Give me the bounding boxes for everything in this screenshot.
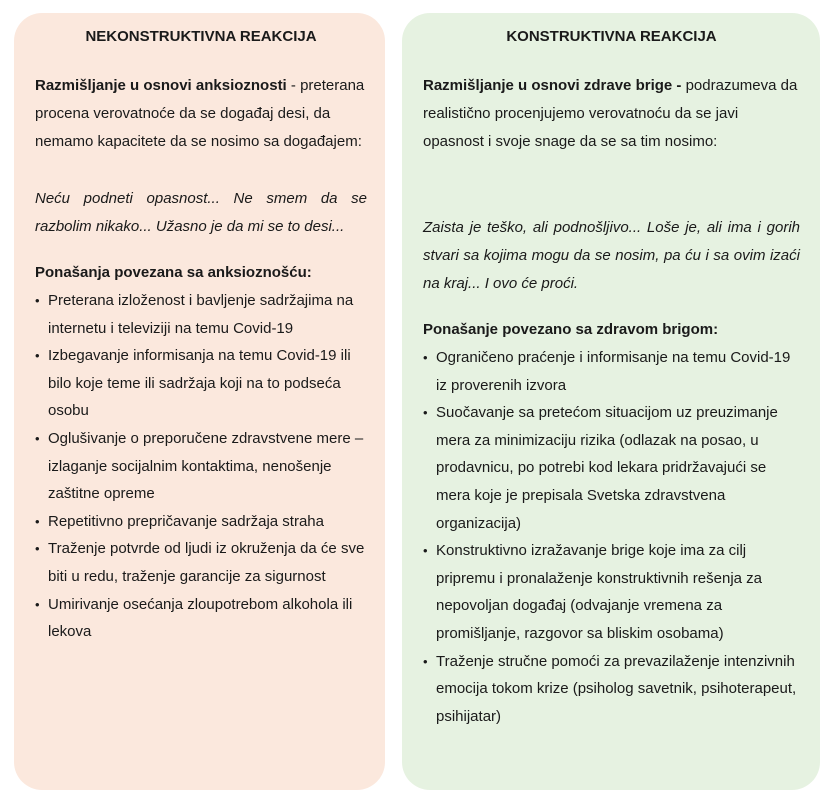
list-item-text: Repetitivno prepričavanje sadržaja straha xyxy=(48,512,324,530)
nonconstructive-list xyxy=(35,287,367,646)
list-item-text: Traženje potvrde od ljudi iz okruženja da će sve biti u redu, traženje garancije za sigurnost xyxy=(48,540,365,585)
bullet-icon: • xyxy=(35,293,40,308)
list-item xyxy=(423,537,800,647)
list-item-text: Umirivanje osećanja zloupotrebom alkohola ili lekova xyxy=(48,595,353,641)
list-item xyxy=(35,535,367,590)
nonconstructive-quote: Neću podneti opasnost... Ne smem da se razbolim nikako... Užasno je da mi se to desi... xyxy=(35,190,367,235)
list-item xyxy=(35,287,367,342)
nonconstructive-title: NEKONSTRUKTIVNA REAKCIJA xyxy=(85,28,317,45)
list-item xyxy=(423,648,800,731)
list-item-text: Oglušivanje o preporučene zdravstvene mere – izlaganje socijalnim kontaktima, nenošenje zaštitne opreme xyxy=(48,429,364,503)
list-item-text: Ograničeno praćenje i informisanje na temu Covid-19 iz proverenih izvora xyxy=(436,349,791,394)
list-item-text: Konstruktivno izražavanje brige koje ima za cilj pripremu i pronalaženje konstruktivnih rešenja za nepovoljan događaj (odvajanje vremena za promišljanje, razgovor sa bliskim osobama) xyxy=(436,542,763,642)
constructive-intro-text: podrazumeva da realistično procenjujemo verovatnoću da se javi opasnost i svoje snage da se sa tim nosimo: xyxy=(423,77,798,150)
bullet-icon: • xyxy=(423,653,428,669)
list-item-text: Izbegavanje informisanja na temu Covid-19 ili bilo koje teme ili sadržaja koji na to podseća osobu xyxy=(48,347,351,420)
bullet-icon: • xyxy=(423,543,428,559)
list-item-text: Preterana izloženost i bavljenje sadržajima na internetu i televiziji na temu Covid-19 xyxy=(48,292,354,337)
bullet-icon: • xyxy=(35,513,40,529)
constructive-list xyxy=(423,344,800,730)
list-item xyxy=(35,342,367,425)
nonconstructive-intro-text: - preterana procena verovatnoće da se događaj desi, da nemamo kapacitete da se nosimo sa događajem: xyxy=(35,77,365,150)
constructive-intro-bold: Razmišljanje u osnovi zdrave brige - xyxy=(423,77,682,94)
list-item-text: Traženje stručne pomoći za prevazilaženje intenzivnih emocija tokom krize (psiholog savetnik, psihoterapeut, psihijatar) xyxy=(436,652,797,725)
bullet-icon: • xyxy=(35,596,40,612)
nonconstructive-intro-bold: Razmišljanje u osnovi anksioznosti xyxy=(35,77,287,94)
list-item xyxy=(423,399,800,537)
list-item-text: Suočavanje sa pretećom situacijom uz preuzimanje mera za minimizaciju rizika (odlazak na posao, u prodavnicu, po potrebi kod lekara pridržavajući se mera koje je prepisala Svetska zdravstvena organizacija) xyxy=(436,404,778,532)
bullet-icon: • xyxy=(423,405,428,421)
list-item xyxy=(35,508,367,536)
nonconstructive-panel xyxy=(14,13,385,790)
constructive-panel xyxy=(402,13,820,790)
constructive-intro xyxy=(423,72,800,156)
bullet-icon: • xyxy=(35,541,40,557)
bullet-icon: • xyxy=(35,348,40,364)
list-item xyxy=(423,344,800,399)
list-item xyxy=(35,425,367,508)
list-item xyxy=(35,591,367,646)
constructive-title: KONSTRUKTIVNA REAKCIJA xyxy=(506,28,717,45)
nonconstructive-intro xyxy=(35,72,367,156)
nonconstructive-subhead: Ponašanja povezana sa anksioznošću: xyxy=(35,264,312,281)
constructive-subhead: Ponašanje povezano sa zdravom brigom: xyxy=(423,321,719,338)
bullet-icon: • xyxy=(35,430,40,446)
constructive-quote: Zaista je teško, ali podnošljivo... Loše je, ali ima i gorih stvari sa kojima mogu da se nosim, pa ću i sa ovim izaći na kraj... I ovo će proći. xyxy=(423,219,800,292)
bullet-icon: • xyxy=(423,350,428,365)
